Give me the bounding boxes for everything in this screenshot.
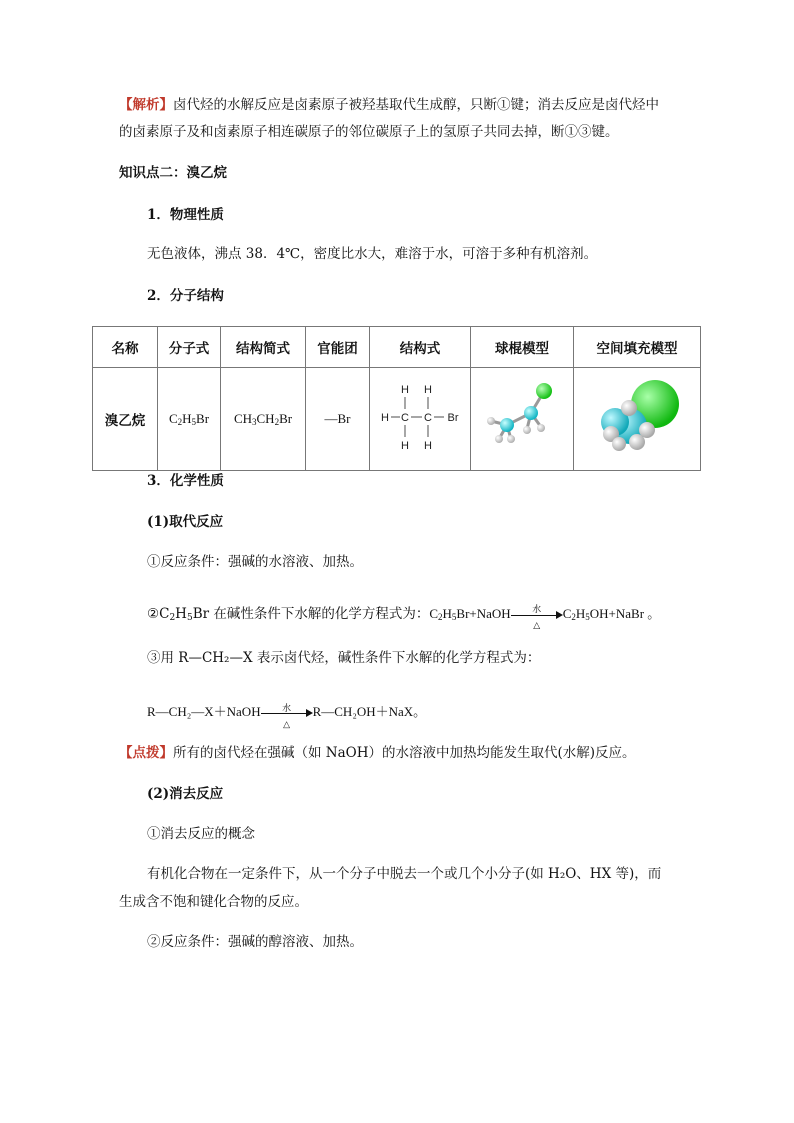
table-header: 分子式 [158,327,221,368]
atom-label: H [401,440,409,452]
cell-name: 溴乙烷 [93,368,158,471]
tip-tag: 【点拨】 [119,745,173,761]
chemical-heading: 3．化学性质 [147,473,224,489]
hydrolysis-equation: $②C_2H_5Br$ 在碱性条件下水解的化学方程式为：$C_2H_5Br+NaOH$ 水 △ $C_2H_5OH+NaBr$ 。 [147,604,661,631]
elimination-concept: ①消去反应的概念 [147,826,255,842]
physical-heading: 1．物理性质 [147,207,224,223]
atom-label: H [401,384,409,396]
space-filling-model-image [587,374,687,460]
table-header: 结构简式 [221,327,306,368]
cell-ball-stick-model [471,368,574,471]
ball-stick-model-image [477,377,567,457]
general-hydrolysis-intro: ③用 R—CH₂—X 表示卤代烃，碱性条件下水解的化学方程式为： [147,650,541,666]
structure-heading: 2．分子结构 [147,288,224,304]
cell-molecular-formula: $C_2H_5Br$ [158,368,221,471]
reaction-arrow: 水 △ [511,605,563,625]
general-hydrolysis-equation: R—CH₂—X＋NaOH 水 △ R—CH₂OH＋NaX。 [147,703,427,730]
elimination-definition-line1: 有机化合物在一定条件下，从一个分子中脱去一个或几个小分子(如 H₂O、HX 等)，而 [147,866,662,882]
cell-functional-group: —Br [306,368,370,471]
elimination-condition: ②反应条件：强碱的醇溶液、加热。 [147,934,363,950]
section-title: 知识点二：溴乙烷 [119,165,227,181]
table-header: 球棍模型 [471,327,574,368]
table-header-row [93,327,701,368]
physical-text: 无色液体，沸点 38．4℃，密度比水大，难溶于水，可溶于多种有机溶剂。 [147,246,598,262]
table-header: 官能团 [306,327,370,368]
reaction-arrow: 水 △ [261,703,313,723]
atom-label: C [424,412,432,424]
atom-label: Br [447,412,459,424]
table-header: 名称 [93,327,158,368]
structural-formula-diagram [372,377,468,457]
substitution-heading: (1)取代反应 [147,514,224,530]
table-header: 空间填充模型 [574,327,701,368]
cell-space-filling-model [574,368,701,471]
analysis-line2: 的卤素原子及和卤素原子相连碳原子的邻位碳原子上的氢原子共同去掉，断①③键。 [119,124,619,140]
atom-label: C [401,412,409,424]
substitution-condition: ①反应条件：强碱的水溶液、加热。 [147,554,363,570]
atom-label: H [381,412,389,424]
tip-paragraph: 【点拨】所有的卤代烃在强碱（如 NaOH）的水溶液中加热均能发生取代(水解)反应。 [119,745,636,761]
atom-label: H [424,384,432,396]
elimination-heading: (2)消去反应 [147,786,224,802]
elimination-definition-line2: 生成含不饱和键化合物的反应。 [119,894,308,910]
cell-condensed-formula: $CH_3CH_2Br$ [221,368,306,471]
table-row [93,368,701,471]
analysis-line1: 【解析】卤代烃的水解反应是卤素原子被羟基取代生成醇，只断①键；消去反应是卤代烃中 [119,97,659,113]
analysis-tag: 【解析】 [119,97,173,113]
molecule-table [92,326,701,471]
atom-label: H [424,440,432,452]
cell-structural-formula [370,368,471,471]
table-header: 结构式 [370,327,471,368]
